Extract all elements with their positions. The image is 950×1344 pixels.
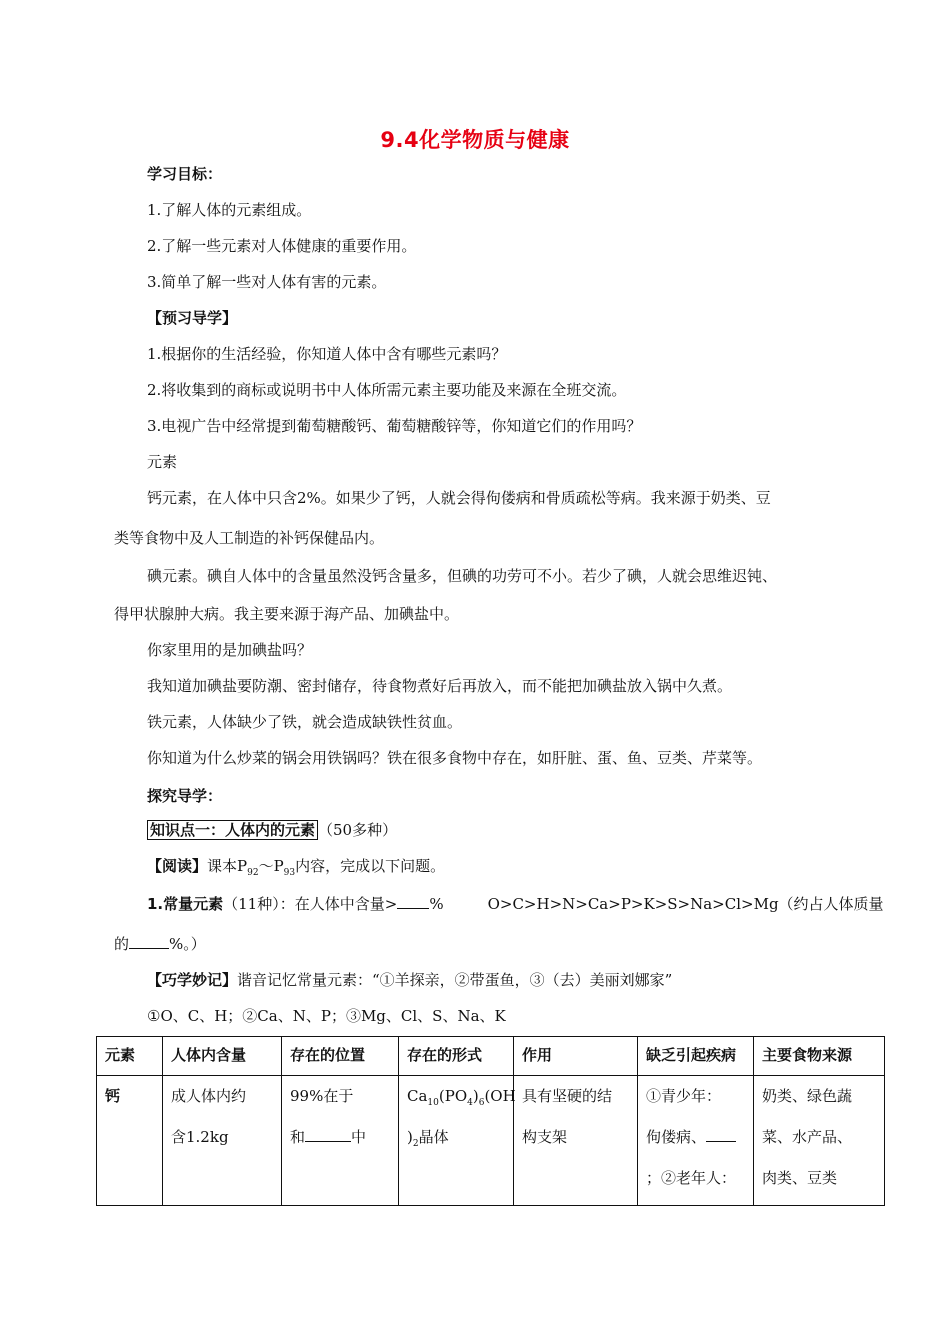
reading-text: ～P <box>258 857 284 875</box>
iron-paragraph: 铁元素，人体缺少了铁，就会造成缺铁性贫血。 <box>147 713 463 731</box>
cell-text: 奶类、绿色蔬 <box>762 1087 853 1105</box>
question-1-line-2 <box>114 934 206 954</box>
question-1-text: （11种）：在人体中含量> <box>223 895 398 913</box>
element-name: 钙 <box>105 1087 121 1105</box>
objective-item: 2.了解一些元素对人体健康的重要作用。 <box>147 237 417 255</box>
table-header: 存在的位置 <box>282 1037 399 1076</box>
table-header: 人体内含量 <box>163 1037 282 1076</box>
question-1-text: %。） <box>169 935 206 953</box>
salt-tip: 我知道加碘盐要防潮、密封储存，待食物煮好后再放入，而不能把加碘盐放入锅中久煮。 <box>147 677 733 695</box>
formula-part: ) <box>407 1128 413 1146</box>
reading-text: 课本P <box>207 857 248 875</box>
formula <box>407 1076 516 1117</box>
iodine-paragraph-cont: 得甲状腺肿大病。我主要来源于海产品、加碘盐中。 <box>114 605 460 623</box>
formula-sub: 6 <box>478 1098 485 1108</box>
table-header: 主要食物来源 <box>754 1037 885 1076</box>
cell-text: 成人体内约 <box>171 1087 247 1105</box>
formula <box>407 1117 505 1158</box>
iron-question: 你知道为什么炒菜的锅会用铁锅吗？铁在很多食物中存在，如肝脏、蛋、鱼、豆类、芹菜等。 <box>147 749 763 767</box>
cell-element <box>97 1076 163 1206</box>
preview-heading: 【预习导学】 <box>147 309 238 327</box>
calcium-paragraph: 钙元素，在人体中只含2%。如果少了钙，人就会得佝偻病和骨质疏松等病。我来源于奶类、豆 <box>147 489 771 507</box>
cell-text: 和 <box>290 1128 306 1146</box>
objectives-heading: 学习目标： <box>147 165 223 183</box>
fill-blank[interactable] <box>129 948 169 949</box>
formula-part: ) <box>472 1087 479 1105</box>
preview-item: 3.电视广告中经常提到葡萄糖酸钙、葡萄糖酸锌等，你知道它们的作用吗？ <box>147 417 642 435</box>
cell-text <box>646 1117 745 1158</box>
cell-disease <box>638 1076 754 1206</box>
cell-content <box>163 1076 282 1206</box>
reading-line <box>147 856 445 876</box>
question-1-line <box>147 894 884 914</box>
mnemonic-line <box>147 970 672 990</box>
fill-blank[interactable] <box>305 1141 351 1142</box>
knowledge-point-title: 知识点一：人体内的元素 <box>147 820 318 840</box>
question-1-text: 的 <box>114 935 130 953</box>
cell-text: ；②老年人： <box>646 1169 737 1187</box>
cell-text: 肉类、豆类 <box>762 1169 838 1187</box>
cell-text: 中 <box>351 1128 367 1146</box>
cell-text: 99%在于 <box>290 1087 354 1105</box>
element-order: O>C>H>N>Ca>P>K>S>Na>Cl>Mg（约占人体质量 <box>487 895 884 913</box>
preview-item: 2.将收集到的商标或说明书中人体所需元素主要功能及来源在全班交流。 <box>147 381 627 399</box>
cell-text: 佝偻病、 <box>646 1128 707 1146</box>
cell-text: 菜、水产品、 <box>762 1128 853 1146</box>
element-table <box>96 1036 885 1206</box>
preview-item: 1.根据你的生活经验，你知道人体中含有哪些元素吗？ <box>147 345 507 363</box>
reading-bracket: 【阅读】 <box>147 857 208 875</box>
explore-heading: 探究导学： <box>147 787 223 805</box>
objective-item: 3.简单了解一些对人体有害的元素。 <box>147 273 387 291</box>
knowledge-point-1 <box>147 820 397 840</box>
cell-text <box>290 1117 390 1158</box>
table-header: 元素 <box>97 1037 163 1076</box>
table-header: 存在的形式 <box>399 1037 514 1076</box>
element-groups: ①O、C、H；②Ca、N、P；③Mg、Cl、S、Na、K <box>147 1007 506 1025</box>
cell-role <box>514 1076 638 1206</box>
page-sub: 92 <box>247 868 259 878</box>
elements-label: 元素 <box>147 453 178 471</box>
objective-item: 1.了解人体的元素组成。 <box>147 201 312 219</box>
cell-text: ①青少年： <box>646 1087 722 1105</box>
reading-text: 内容，完成以下问题。 <box>295 857 446 875</box>
calcium-paragraph-cont: 类等食物中及人工制造的补钙保健品内。 <box>114 529 385 547</box>
fill-blank[interactable] <box>706 1141 736 1142</box>
cell-food <box>754 1076 885 1206</box>
formula-sub: 10 <box>427 1098 439 1108</box>
formula-sub: 4 <box>467 1098 473 1108</box>
fill-blank[interactable] <box>397 908 429 909</box>
cell-position <box>282 1076 399 1206</box>
salt-question: 你家里用的是加碘盐吗？ <box>147 641 313 659</box>
knowledge-point-note: （50多种） <box>318 821 398 839</box>
cell-form <box>399 1076 514 1206</box>
formula-part: 晶体 <box>418 1128 449 1146</box>
formula-part: (OH <box>484 1087 516 1105</box>
formula-part: Ca <box>407 1087 428 1105</box>
table-header-row <box>97 1037 885 1076</box>
formula-sub: 2 <box>412 1139 419 1149</box>
cell-text: 构支架 <box>522 1128 568 1146</box>
formula-part: (PO <box>438 1087 468 1105</box>
table-row <box>97 1076 885 1206</box>
table-header: 作用 <box>514 1037 638 1076</box>
question-1-label: 1.常量元素 <box>147 895 224 913</box>
mnemonic-bracket: 【巧学妙记】 <box>147 971 238 989</box>
page-title: 9.4化学物质与健康 <box>380 128 570 152</box>
cell-text: 具有坚硬的结 <box>522 1087 613 1105</box>
mnemonic-text: 谐音记忆常量元素：“①羊探亲，②带蛋鱼，③（去）美丽刘娜家” <box>237 971 673 989</box>
percent-sign: % <box>429 895 444 913</box>
iodine-paragraph: 碘元素。碘自人体中的含量虽然没钙含量多，但碘的功劳可不小。若少了碘，人就会思维迟钝、 <box>147 567 778 585</box>
page-sub: 93 <box>283 868 296 878</box>
table-header: 缺乏引起疾病 <box>638 1037 754 1076</box>
cell-text: 含1.2kg <box>171 1128 229 1146</box>
